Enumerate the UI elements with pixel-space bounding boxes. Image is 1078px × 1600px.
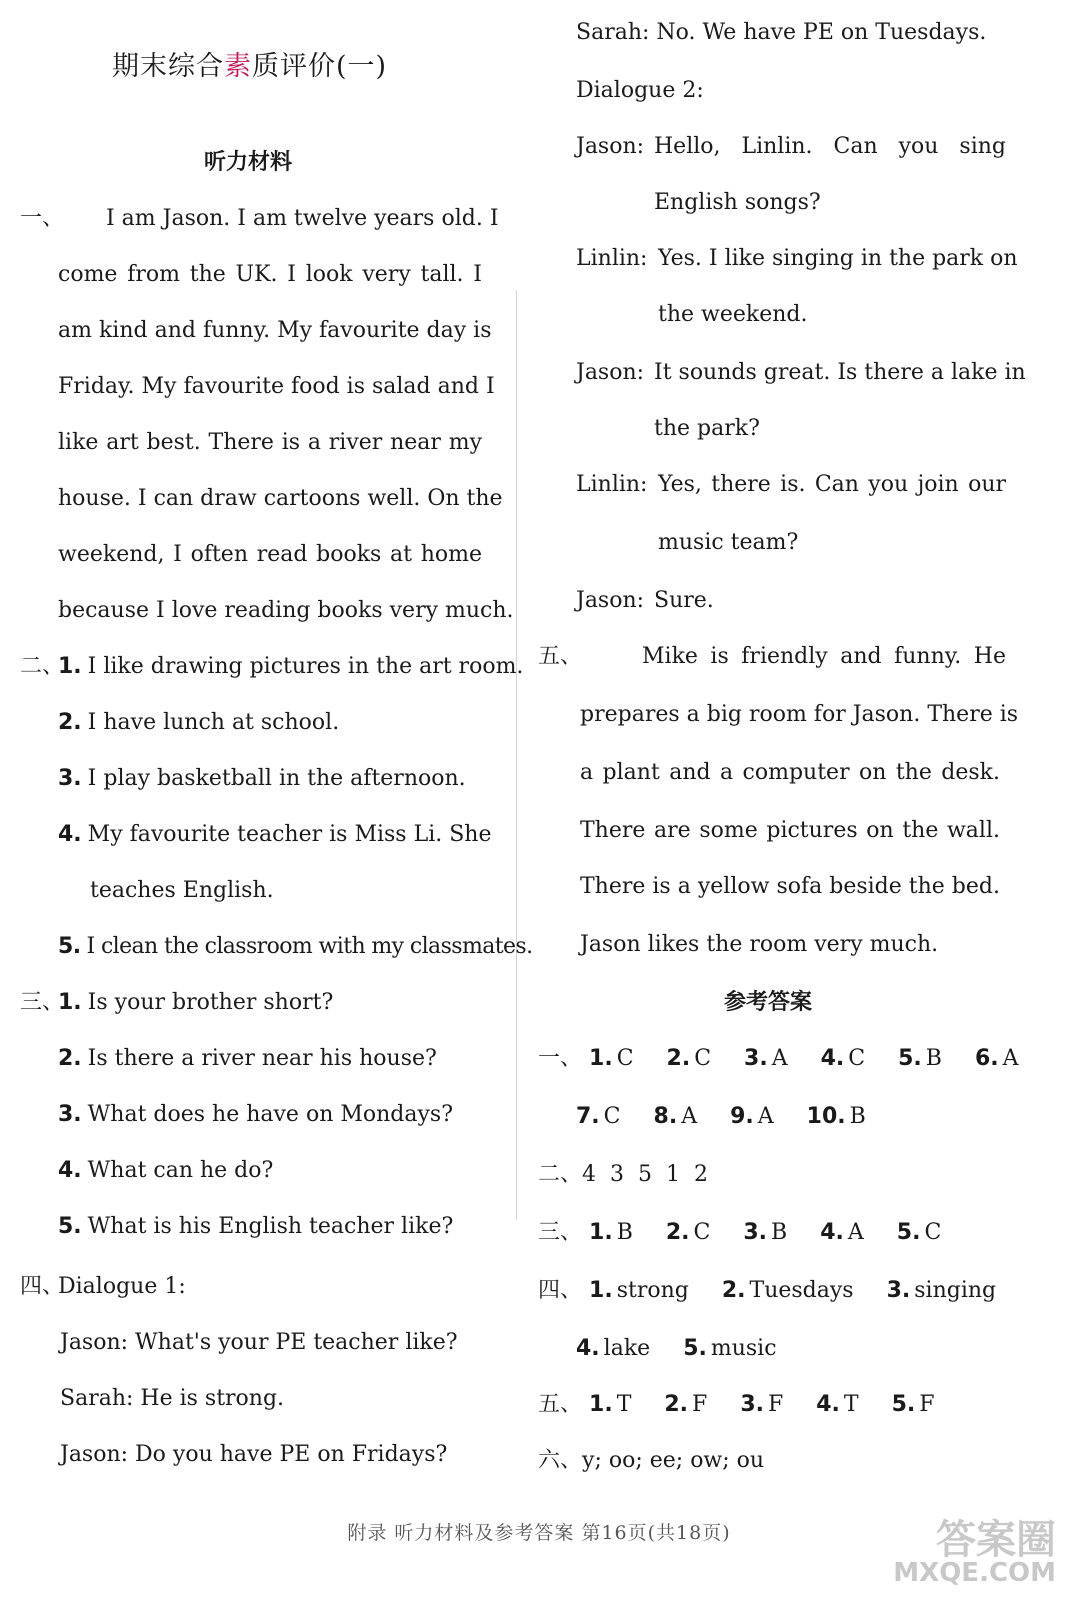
answer-row: 4. lake 5. music (576, 1336, 777, 1361)
answer-row: 五、 1. T 2. F 3. F 4. T 5. F (538, 1392, 935, 1417)
watermark-stamp: 答案圈 (936, 1517, 1056, 1563)
answer-row: 一、 1. C 2. C 3. A 4. C 5. B 6. A (538, 1046, 1019, 1071)
dialogue-line: Sarah: He is strong. (60, 1386, 285, 1411)
passage-line: Jason likes the room very much. (580, 932, 939, 957)
passage-line: a plant and a computer on the desk. (580, 760, 1000, 785)
dialogue-line: Yes. I like singing in the park on (658, 246, 1018, 271)
speaker: Jason: (576, 588, 645, 613)
dialogue-line: the weekend. (658, 302, 808, 327)
page-title: 期末综合素质评价(一) (112, 51, 388, 82)
answer-row: 四、 1. strong 2. Tuesdays 3. singing (538, 1278, 997, 1303)
dialogue-line: Yes, there is. Can you join our (658, 472, 1006, 497)
list-item: 5. What is his English teacher like? (58, 1214, 454, 1239)
list-item: 3. What does he have on Mondays? (58, 1102, 454, 1127)
dialogue-line: Sarah: No. We have PE on Tuesdays. (576, 20, 987, 45)
passage-line: because I love reading books very much. (58, 598, 514, 623)
list-item: 5. I clean the classroom with my classmates. (58, 934, 533, 959)
dialogue-1-label: Dialogue 1: (58, 1274, 186, 1299)
dialogue-2-label: Dialogue 2: (576, 78, 704, 103)
passage-line: There are some pictures on the wall. (580, 818, 1000, 843)
passage-line: There is a yellow sofa beside the bed. (580, 874, 1000, 899)
section-4-marker: 四、 (20, 1274, 65, 1299)
speaker: Linlin: (576, 472, 648, 497)
section-3-marker: 三、 (20, 990, 65, 1015)
dialogue-line: Hello, Linlin. Can you sing (654, 134, 1006, 159)
passage-line: Friday. My favourite food is salad and I (58, 374, 495, 399)
listening-heading: 听力材料 (204, 150, 293, 175)
speaker: Jason: (576, 360, 645, 385)
list-item-continuation: teaches English. (90, 878, 274, 903)
list-item: 3. I play basketball in the afternoon. (58, 766, 466, 791)
list-item: 4. My favourite teacher is Miss Li. She (58, 822, 492, 847)
dialogue-line: Jason: What's your PE teacher like? (60, 1330, 458, 1355)
passage-line: am kind and funny. My favourite day is (58, 318, 492, 343)
page-footer: 附录 听力材料及参考答案 第16页(共18页) (347, 1522, 731, 1544)
passage-line: I am Jason. I am twelve years old. I (106, 206, 499, 231)
dialogue-line: the park? (654, 416, 760, 441)
section-2-marker: 二、 (20, 654, 65, 679)
dialogue-line: Sure. (654, 588, 714, 613)
list-item: 1. Is your brother short? (58, 990, 334, 1015)
list-item: 2. Is there a river near his house? (58, 1046, 437, 1071)
passage-line: like art best. There is a river near my (58, 430, 482, 455)
answer-row: 三、 1. B 2. C 3. B 4. A 5. C (538, 1220, 942, 1245)
list-item: 1. I like drawing pictures in the art room. (58, 654, 524, 679)
list-item: 4. What can he do? (58, 1158, 274, 1183)
watermark-url: MXQE.COM (893, 1558, 1056, 1588)
passage-line: Mike is friendly and funny. He (642, 644, 1006, 669)
passage-line: come from the UK. I look very tall. I (58, 262, 482, 287)
dialogue-line: music team? (658, 530, 799, 555)
column-divider (516, 290, 517, 1220)
passage-line: prepares a big room for Jason. There is (580, 702, 1019, 727)
section-5-marker: 五、 (538, 644, 583, 669)
answers-heading: 参考答案 (724, 990, 813, 1015)
section-1-marker: 一、 (20, 206, 65, 231)
answer-row: 二、4 3 5 1 2 (538, 1162, 708, 1187)
watermark-logo (893, 1508, 1062, 1588)
speaker: Jason: (576, 134, 645, 159)
passage-line: house. I can draw cartoons well. On the (58, 486, 503, 511)
dialogue-line: It sounds great. Is there a lake in (654, 360, 1026, 385)
list-item: 2. I have lunch at school. (58, 710, 340, 735)
dialogue-line: Jason: Do you have PE on Fridays? (60, 1442, 448, 1467)
answer-row: 7. C 8. A 9. A 10. B (576, 1104, 866, 1129)
speaker: Linlin: (576, 246, 648, 271)
answer-row: 六、y; oo; ee; ow; ou (538, 1448, 765, 1473)
dialogue-line: English songs? (654, 190, 821, 215)
passage-line: weekend, I often read books at home (58, 542, 482, 567)
